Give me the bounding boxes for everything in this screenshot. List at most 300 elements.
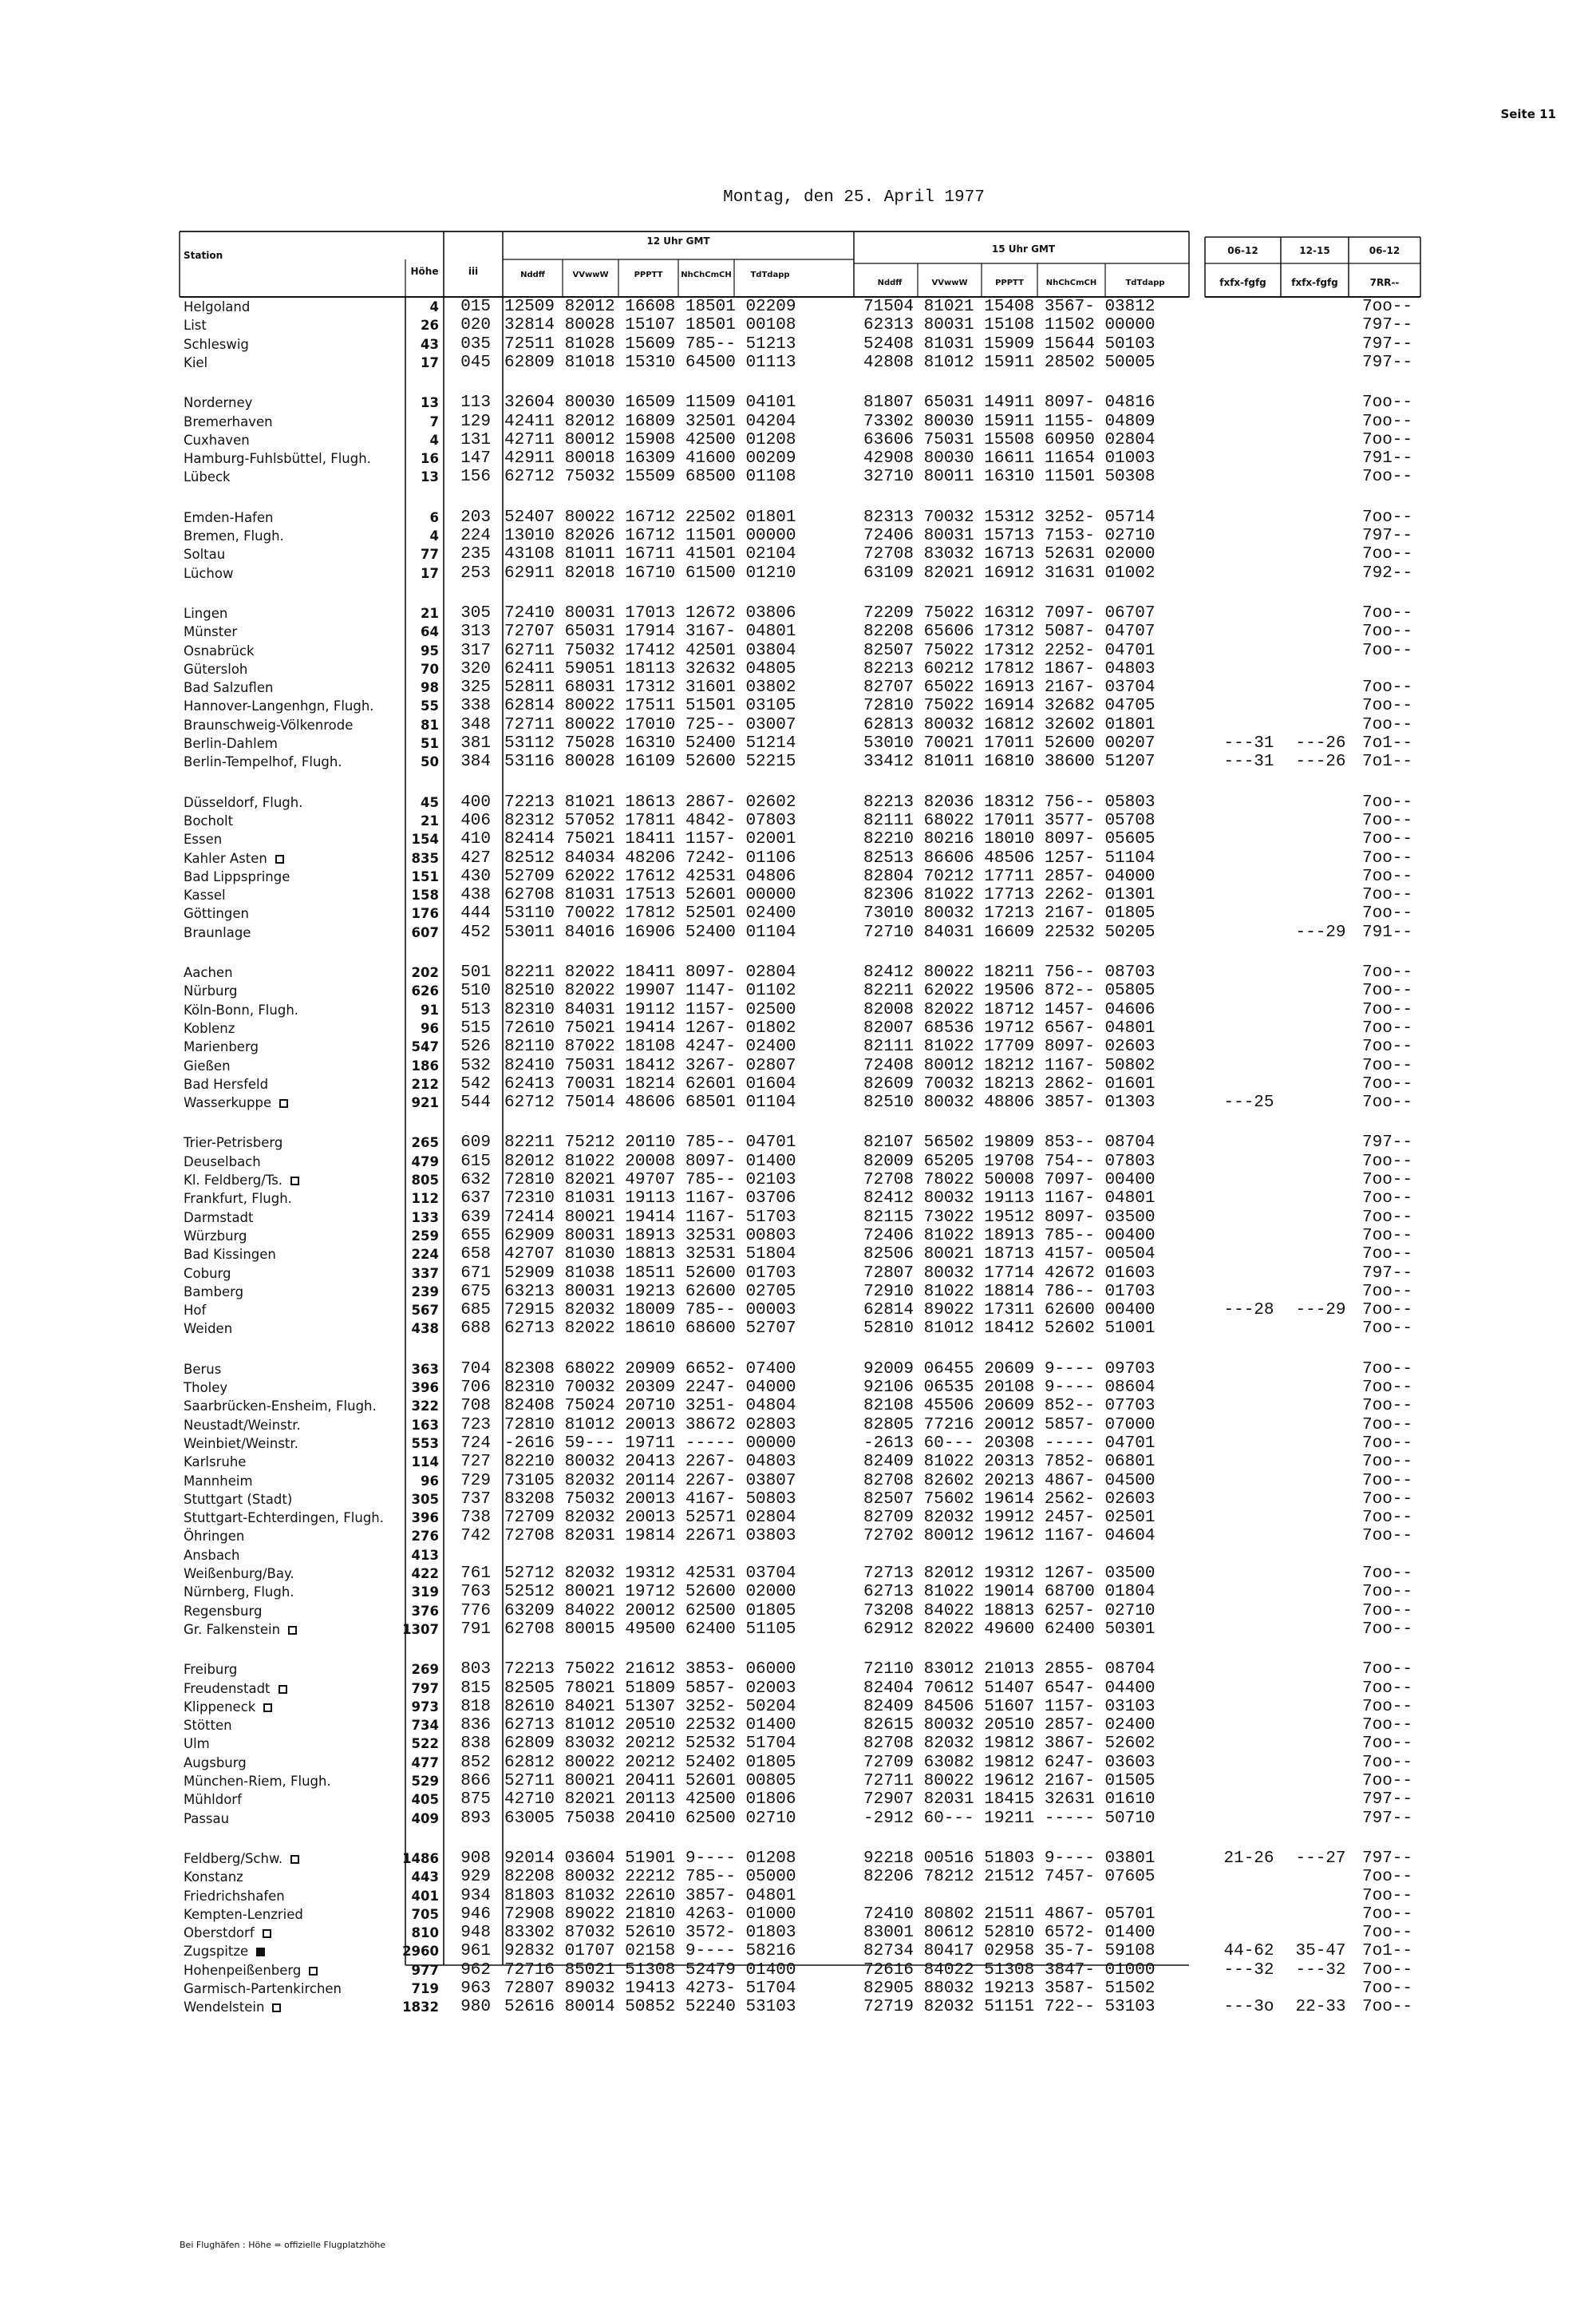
station-name [184, 1528, 244, 1545]
gust-12-15 [1285, 717, 1357, 734]
gust-12-15 [1285, 1509, 1357, 1527]
gust-06-12 [1213, 1491, 1285, 1509]
gust-12-15 [1285, 1094, 1357, 1112]
precip-06-12: 797-- [1361, 1264, 1412, 1283]
gust-12-15 [1285, 394, 1357, 412]
station-hoehe: 409 [411, 1810, 439, 1826]
gust-06-12 [1213, 1869, 1285, 1886]
station-iii: 532 [460, 1056, 491, 1075]
station-iii: 020 [460, 316, 491, 335]
precip-06-12: 792-- [1361, 564, 1412, 583]
station-label: Mannheim [184, 1473, 253, 1489]
station-hoehe: 1832 [402, 1999, 439, 2015]
station-iii: 542 [460, 1074, 491, 1094]
station-name [184, 1735, 210, 1753]
precip-06-12: 7oo-- [1361, 603, 1412, 623]
station-name [184, 546, 225, 564]
precip-06-12: 7oo-- [1361, 1980, 1412, 1998]
station-name [184, 661, 247, 678]
station-iii: 803 [460, 1660, 491, 1679]
station-hoehe: 522 [411, 1736, 439, 1752]
station-label: Frankfurt, Flugh. [184, 1191, 292, 1207]
station-label: Aachen [184, 965, 233, 980]
gust-12-15 [1285, 1621, 1357, 1639]
station-iii: 742 [460, 1527, 491, 1546]
precip-06-12: 7oo-- [1361, 1960, 1412, 1980]
obs-15-gmt: 82213 82036 18312 756-- 05803 [863, 793, 1156, 812]
precip-06-12: 7oo-- [1361, 1415, 1412, 1434]
precip-06-12: 7oo-- [1361, 412, 1412, 431]
station-iii: 253 [460, 564, 491, 583]
obs-12-gmt: 82012 81022 20008 8097- 01400 [504, 1152, 796, 1171]
station-hoehe: 705 [411, 1906, 439, 1922]
obs-12-gmt: 92832 01707 02158 9---- 58216 [504, 1942, 796, 1961]
station-hoehe: 322 [411, 1398, 439, 1414]
obs-15-gmt: 72708 83032 16713 52631 02000 [863, 545, 1156, 564]
precip-06-12: 7oo-- [1361, 1924, 1412, 1943]
obs-12-gmt: 82211 75212 20110 785-- 04701 [504, 1133, 796, 1153]
station-iii: 929 [460, 1868, 491, 1887]
station-name [184, 643, 255, 660]
obs-15-gmt: 72711 80022 19612 2167- 01505 [863, 1772, 1156, 1790]
station-iii: 738 [460, 1509, 491, 1528]
station-iii: 045 [460, 353, 491, 372]
station-name [184, 1058, 231, 1075]
precip-06-12: 7oo-- [1361, 1886, 1412, 1905]
precip-06-12: 7oo-- [1361, 641, 1412, 660]
station-name [184, 623, 237, 641]
precip-06-12: 7oo-- [1361, 1697, 1412, 1716]
obs-12-gmt: 82210 80032 20413 2267- 04803 [504, 1453, 796, 1472]
station-label: Kassel [184, 888, 226, 904]
station-iii: 313 [460, 623, 491, 642]
precip-06-12 [1357, 1547, 1412, 1564]
obs-12-gmt: 62809 81018 15310 64500 01113 [504, 353, 796, 372]
obs-15-gmt: 82107 56502 19809 853-- 08704 [863, 1133, 1156, 1153]
station-label: Ulm [184, 1736, 210, 1752]
obs-15-gmt: 63109 82021 16912 31631 01002 [863, 564, 1156, 583]
obs-15-gmt: 82111 81022 17709 8097- 02603 [863, 1038, 1156, 1057]
gust-06-12 [1213, 1810, 1285, 1828]
station-hoehe: 269 [411, 1662, 439, 1678]
station-iii: 852 [460, 1753, 491, 1772]
obs-12-gmt: 72716 85021 51308 52479 01400 [504, 1960, 796, 1980]
obs-15-gmt: 82734 80417 02958 35-7- 59108 [863, 1942, 1156, 1961]
station-hoehe: 805 [411, 1173, 439, 1188]
gust-06-12 [1213, 509, 1285, 527]
obs-15-gmt: 73208 84022 18813 6257- 02710 [863, 1601, 1156, 1620]
station-hoehe: 4 [429, 299, 439, 314]
station-iii: 688 [460, 1319, 491, 1339]
station-hoehe: 77 [421, 547, 439, 563]
station-label: Nürburg [184, 983, 238, 999]
station-name [184, 299, 250, 316]
station-label: Friedrichshafen [184, 1888, 285, 1904]
obs-12-gmt: 72908 89022 21810 4263- 01000 [504, 1904, 796, 1924]
station-iii: 791 [460, 1620, 491, 1639]
station-hoehe: 13 [421, 469, 439, 485]
precip-06-12: 7oo-- [1361, 1509, 1412, 1528]
station-iii: 317 [460, 641, 491, 660]
station-label: Mühldorf [184, 1792, 242, 1808]
station-name [184, 1209, 254, 1227]
gust-12-15 [1285, 432, 1357, 449]
gust-12-15 [1285, 317, 1357, 334]
station-name [184, 1980, 342, 1998]
station-hoehe: 719 [411, 1981, 439, 1996]
obs-15-gmt: 62912 82022 49600 62400 50301 [863, 1620, 1156, 1639]
obs-15-gmt: 71504 81021 15408 3567- 03812 [863, 298, 1156, 316]
obs-12-gmt: 72807 89032 19413 4273- 51704 [504, 1980, 796, 1998]
gust-12-15 [1285, 1980, 1357, 1998]
station-hoehe: 212 [411, 1076, 439, 1092]
station-label: München-Riem, Flugh. [184, 1774, 331, 1789]
gust-12-15 [1285, 1379, 1357, 1397]
obs-12-gmt: 72511 81028 15609 785-- 51213 [504, 334, 796, 354]
gust-06-12 [1213, 1509, 1285, 1527]
station-hoehe: 479 [411, 1153, 439, 1169]
obs-15-gmt: 82707 65022 16913 2167- 03704 [863, 678, 1156, 698]
obs-12-gmt: 72610 75021 19414 1267- 01802 [504, 1018, 796, 1038]
gust-12-15 [1285, 1888, 1357, 1905]
obs-15-gmt: 92106 06535 20108 9---- 08604 [863, 1378, 1156, 1397]
gust-06-12 [1213, 1773, 1285, 1790]
station-name [184, 1547, 239, 1564]
gust-06-12 [1213, 1134, 1285, 1152]
open-square-icon [263, 1929, 271, 1938]
obs-15-gmt: 72910 81022 18814 786-- 01703 [863, 1282, 1156, 1301]
gust-06-12 [1213, 1888, 1285, 1905]
station-name [184, 605, 227, 623]
station-hoehe: 319 [411, 1584, 439, 1600]
station-hoehe: 1486 [402, 1850, 439, 1866]
station-iii: 203 [460, 508, 491, 527]
obs-12-gmt: 62711 75032 17412 42501 03804 [504, 641, 796, 660]
station-iii: 513 [460, 1000, 491, 1019]
station-name [184, 1621, 297, 1639]
obs-12-gmt: 82308 68022 20909 6652- 07400 [504, 1359, 796, 1378]
gust-06-12 [1213, 679, 1285, 697]
gust-12-15 [1285, 413, 1357, 431]
station-name [184, 1680, 287, 1698]
obs-15-gmt: 33412 81011 16810 38600 51207 [863, 753, 1156, 772]
station-iii: 671 [460, 1264, 491, 1283]
station-iii: 934 [460, 1886, 491, 1905]
station-iii: 962 [460, 1960, 491, 1980]
gust-06-12 [1213, 317, 1285, 334]
station-hoehe: 176 [411, 906, 439, 922]
precip-06-12: 7oo-- [1361, 298, 1412, 316]
header-15-col-4: TdTdapp [1125, 279, 1165, 287]
precip-06-12: 7oo-- [1361, 545, 1412, 564]
station-name [184, 1320, 232, 1338]
station-label: Karlsruhe [184, 1454, 247, 1470]
gust-06-12 [1213, 1906, 1285, 1924]
obs-12-gmt: 53116 80028 16109 52600 52215 [504, 753, 796, 772]
gust-12-15 [1285, 1565, 1357, 1583]
obs-12-gmt: 62909 80031 18913 32531 00803 [504, 1226, 796, 1245]
gust-06-12 [1213, 1038, 1285, 1056]
station-name [184, 924, 251, 942]
station-name [184, 1888, 285, 1905]
obs-15-gmt: 62713 81022 19014 68700 01804 [863, 1583, 1156, 1602]
station-hoehe: 547 [411, 1039, 439, 1055]
station-hoehe: 96 [421, 1020, 439, 1036]
precip-06-12: 7oo-- [1361, 468, 1412, 487]
obs-12-gmt: 53011 84016 16906 52400 01104 [504, 923, 796, 942]
obs-12-gmt: 52709 62022 17612 42531 04806 [504, 867, 796, 886]
station-hoehe: 401 [411, 1888, 439, 1904]
gust-06-12 [1213, 450, 1285, 468]
precip-06-12: 7oo-- [1361, 394, 1412, 413]
station-name [184, 1791, 242, 1809]
station-label: Lingen [184, 605, 228, 621]
obs-12-gmt: 92014 03604 51901 9---- 01208 [504, 1849, 796, 1868]
gust-06-12: ---25 [1223, 1094, 1274, 1113]
station-hoehe: 337 [411, 1265, 439, 1281]
gust-12-15: ---29 [1295, 1301, 1346, 1320]
station-hoehe: 239 [411, 1284, 439, 1299]
gust-06-12 [1213, 1058, 1285, 1075]
station-name [184, 1473, 253, 1490]
station-label: Gütersloh [184, 661, 248, 677]
gust-12-15 [1285, 1361, 1357, 1378]
precip-06-12: 7oo-- [1361, 1471, 1412, 1490]
station-hoehe: 567 [411, 1303, 439, 1319]
precip-06-12: 7oo-- [1361, 715, 1412, 734]
station-hoehe: 163 [411, 1417, 439, 1433]
obs-12-gmt: 81803 81032 22610 3857- 04801 [504, 1886, 796, 1905]
station-hoehe: 376 [411, 1603, 439, 1619]
station-hoehe: 17 [421, 565, 439, 581]
obs-15-gmt: 82115 73022 19512 8097- 03500 [863, 1208, 1156, 1227]
gust-12-15 [1285, 546, 1357, 564]
station-hoehe: 363 [411, 1361, 439, 1377]
precip-06-12: 7o1-- [1361, 734, 1412, 753]
obs-12-gmt: 12509 82012 16608 18501 02209 [504, 298, 796, 316]
station-name [184, 813, 233, 830]
obs-12-gmt: 32604 80030 16509 11509 04101 [504, 394, 796, 413]
obs-15-gmt: 72810 75022 16914 32682 04705 [863, 697, 1156, 716]
precip-06-12: 791-- [1361, 449, 1412, 469]
station-label: Berus [184, 1361, 222, 1377]
precip-06-12: 7oo-- [1361, 1074, 1412, 1094]
obs-15-gmt: 82905 88032 19213 3587- 51502 [863, 1980, 1156, 1998]
header-gmt12: 12 Uhr GMT [646, 235, 710, 247]
gust-12-15 [1285, 1869, 1357, 1886]
station-iii: 675 [460, 1282, 491, 1301]
obs-15-gmt: 83001 80612 52810 6572- 01400 [863, 1924, 1156, 1943]
precip-06-12: 7oo-- [1361, 1434, 1412, 1453]
station-iii: 515 [460, 1018, 491, 1038]
gust-12-15 [1285, 1791, 1357, 1809]
gust-12-15 [1285, 1528, 1357, 1545]
obs-15-gmt: 42808 81012 15911 28502 50005 [863, 353, 1156, 372]
obs-12-gmt: 62911 82018 16710 61500 01210 [504, 564, 796, 583]
station-name [184, 1284, 243, 1301]
obs-15-gmt: 72807 80032 17714 42672 01603 [863, 1264, 1156, 1283]
gust-06-12 [1213, 813, 1285, 830]
station-iii: 015 [460, 298, 491, 316]
header-15-col-2: PPPTT [995, 279, 1024, 287]
obs-12-gmt: 72711 80022 17010 725-- 03007 [504, 715, 796, 734]
station-name [184, 698, 374, 715]
station-name [184, 1773, 331, 1790]
precip-06-12: 7oo-- [1361, 1094, 1412, 1113]
station-hoehe: 265 [411, 1135, 439, 1151]
station-hoehe: 977 [411, 1962, 439, 1978]
station-label: Würzburg [184, 1228, 247, 1244]
gust-06-12 [1213, 887, 1285, 904]
station-iii: 776 [460, 1601, 491, 1620]
precip-06-12: 7oo-- [1361, 886, 1412, 905]
station-iii: 838 [460, 1734, 491, 1754]
precip-06-12: 7o1-- [1361, 1942, 1412, 1961]
gust-12-15 [1285, 1717, 1357, 1734]
station-hoehe: 70 [421, 661, 439, 677]
station-name [184, 1265, 231, 1283]
station-name [184, 1754, 247, 1772]
station-name [184, 354, 207, 372]
station-hoehe: 921 [411, 1095, 439, 1111]
obs-15-gmt: 72710 84031 16609 22532 50205 [863, 923, 1156, 942]
station-hoehe: 202 [411, 965, 439, 980]
station-name [184, 565, 233, 583]
obs-15-gmt: 72709 63082 19812 6247- 03603 [863, 1753, 1156, 1772]
station-name [184, 831, 222, 848]
obs-12-gmt: 72410 80031 17013 12672 03806 [504, 603, 796, 623]
gust-12-15 [1285, 528, 1357, 545]
obs-15-gmt: 52408 81031 15909 15644 50103 [863, 334, 1156, 354]
page-number: Seite 11 [1500, 107, 1556, 121]
precip-06-12: 7oo-- [1361, 1679, 1412, 1698]
station-hoehe: 64 [421, 624, 439, 640]
obs-12-gmt: 82310 70032 20309 2247- 04000 [504, 1378, 796, 1397]
gust-06-12 [1213, 1717, 1285, 1734]
precip-06-12: 7oo-- [1361, 1660, 1412, 1679]
obs-15-gmt: 82208 65606 17312 5087- 04707 [863, 623, 1156, 642]
precip-06-12: 7oo-- [1361, 1564, 1412, 1583]
precip-06-12: 7oo-- [1361, 982, 1412, 1001]
station-iii: 632 [460, 1171, 491, 1189]
obs-12-gmt: 72810 82021 49707 785-- 02103 [504, 1171, 796, 1189]
obs-12-gmt: 42911 80018 16309 41600 00209 [504, 449, 796, 469]
station-iii: 639 [460, 1208, 491, 1227]
station-name [184, 1661, 237, 1679]
station-hoehe: 21 [421, 813, 439, 829]
station-name [184, 450, 371, 468]
obs-15-gmt: 82506 80021 18713 4157- 00504 [863, 1245, 1156, 1264]
station-name [184, 964, 233, 982]
obs-15-gmt: 72408 80012 18212 1167- 50802 [863, 1056, 1156, 1075]
station-iii: 510 [460, 982, 491, 1001]
station-iii: 729 [460, 1471, 491, 1490]
obs-12-gmt: 62708 80015 49500 62400 51105 [504, 1620, 796, 1639]
gust-12-15 [1285, 1661, 1357, 1679]
station-iii: 526 [460, 1038, 491, 1057]
obs-12-gmt: 62712 75014 48606 68501 01104 [504, 1094, 796, 1113]
obs-12-gmt: 52811 68031 17312 31601 03802 [504, 678, 796, 698]
obs-15-gmt: 72907 82031 18415 32631 01610 [863, 1790, 1156, 1810]
gust-06-12 [1213, 1680, 1285, 1698]
obs-12-gmt: 62809 83032 20212 52532 51704 [504, 1734, 796, 1754]
precip-06-12: 7oo-- [1361, 1301, 1412, 1320]
obs-12-gmt: 72414 80021 19414 1167- 51703 [504, 1208, 796, 1227]
precip-06-12: 7oo-- [1361, 1716, 1412, 1735]
station-iii: 410 [460, 830, 491, 849]
obs-12-gmt: 72810 81012 20013 38672 02803 [504, 1415, 796, 1434]
obs-15-gmt: 82213 60212 17812 1867- 04803 [863, 659, 1156, 678]
gust-12-15 [1285, 1020, 1357, 1038]
station-label: Weinbiet/Weinstr. [184, 1435, 298, 1451]
station-iii: 815 [460, 1679, 491, 1698]
obs-12-gmt: 72707 65031 17914 3167- 04801 [504, 623, 796, 642]
obs-12-gmt: 82310 84031 19112 1157- 02500 [504, 1000, 796, 1019]
precip-06-12: 7oo-- [1361, 1245, 1412, 1264]
gust-06-12 [1213, 1735, 1285, 1753]
station-hoehe: 4 [429, 432, 439, 448]
precip-06-12: 7oo-- [1361, 1527, 1412, 1546]
station-iii: 737 [460, 1489, 491, 1509]
header-gmt15: 15 Uhr GMT [991, 243, 1056, 255]
obs-15-gmt: 62813 80032 16812 32602 01801 [863, 715, 1156, 734]
obs-12-gmt: 63213 80031 19213 62600 02705 [504, 1282, 796, 1301]
station-label: Neustadt/Weinstr. [184, 1417, 301, 1433]
gust-06-12 [1213, 717, 1285, 734]
precip-06-12: 7oo-- [1361, 1282, 1412, 1301]
station-label: Garmisch-Partenkirchen [184, 1981, 342, 1996]
station-label: Konstanz [184, 1869, 243, 1885]
station-iii: 438 [460, 886, 491, 905]
gust-12-15: ---32 [1295, 1960, 1346, 1980]
obs-12-gmt: 53110 70022 17812 52501 02400 [504, 904, 796, 924]
header-12-col-2: PPPTT [634, 271, 663, 279]
station-iii: 961 [460, 1942, 491, 1961]
station-name [184, 1509, 384, 1527]
gust-06-12 [1213, 1565, 1285, 1583]
station-iii: 658 [460, 1245, 491, 1264]
open-square-icon [275, 855, 284, 864]
obs-15-gmt: 82513 86606 48506 1257- 51104 [863, 848, 1156, 868]
obs-15-gmt: 72713 82012 19312 1267- 03500 [863, 1564, 1156, 1583]
station-label: Lüchow [184, 565, 234, 581]
gust-06-12 [1213, 1284, 1285, 1301]
obs-15-gmt: 82409 81022 20313 7852- 06801 [863, 1453, 1156, 1472]
obs-12-gmt: 52616 80014 50852 52240 53103 [504, 1998, 796, 2017]
station-label: Lübeck [184, 469, 231, 485]
obs-15-gmt: 63606 75031 15508 60950 02804 [863, 430, 1156, 449]
gust-12-15 [1285, 813, 1357, 830]
station-hoehe: 43 [421, 336, 439, 352]
gust-06-12 [1213, 924, 1285, 942]
obs-15-gmt: 82507 75022 17312 2252- 04701 [863, 641, 1156, 660]
header-12-col-4: TdTdapp [750, 271, 790, 279]
station-label: Nürnberg, Flugh. [184, 1584, 294, 1600]
precip-06-12: 797-- [1361, 334, 1412, 354]
station-name [184, 1565, 294, 1583]
station-iii: 685 [460, 1301, 491, 1320]
station-label: Klippeneck [184, 1699, 256, 1715]
gust-12-15 [1285, 1002, 1357, 1019]
gust-06-12 [1213, 983, 1285, 1000]
station-hoehe: 133 [411, 1209, 439, 1225]
station-label: Hof [184, 1303, 207, 1319]
station-label: Emden-Hafen [184, 509, 274, 525]
obs-12-gmt: 13010 82026 16712 11501 00000 [504, 527, 796, 545]
station-hoehe: 16 [421, 451, 439, 467]
gust-12-15 [1285, 1209, 1357, 1227]
precip-06-12: 7oo-- [1361, 678, 1412, 698]
